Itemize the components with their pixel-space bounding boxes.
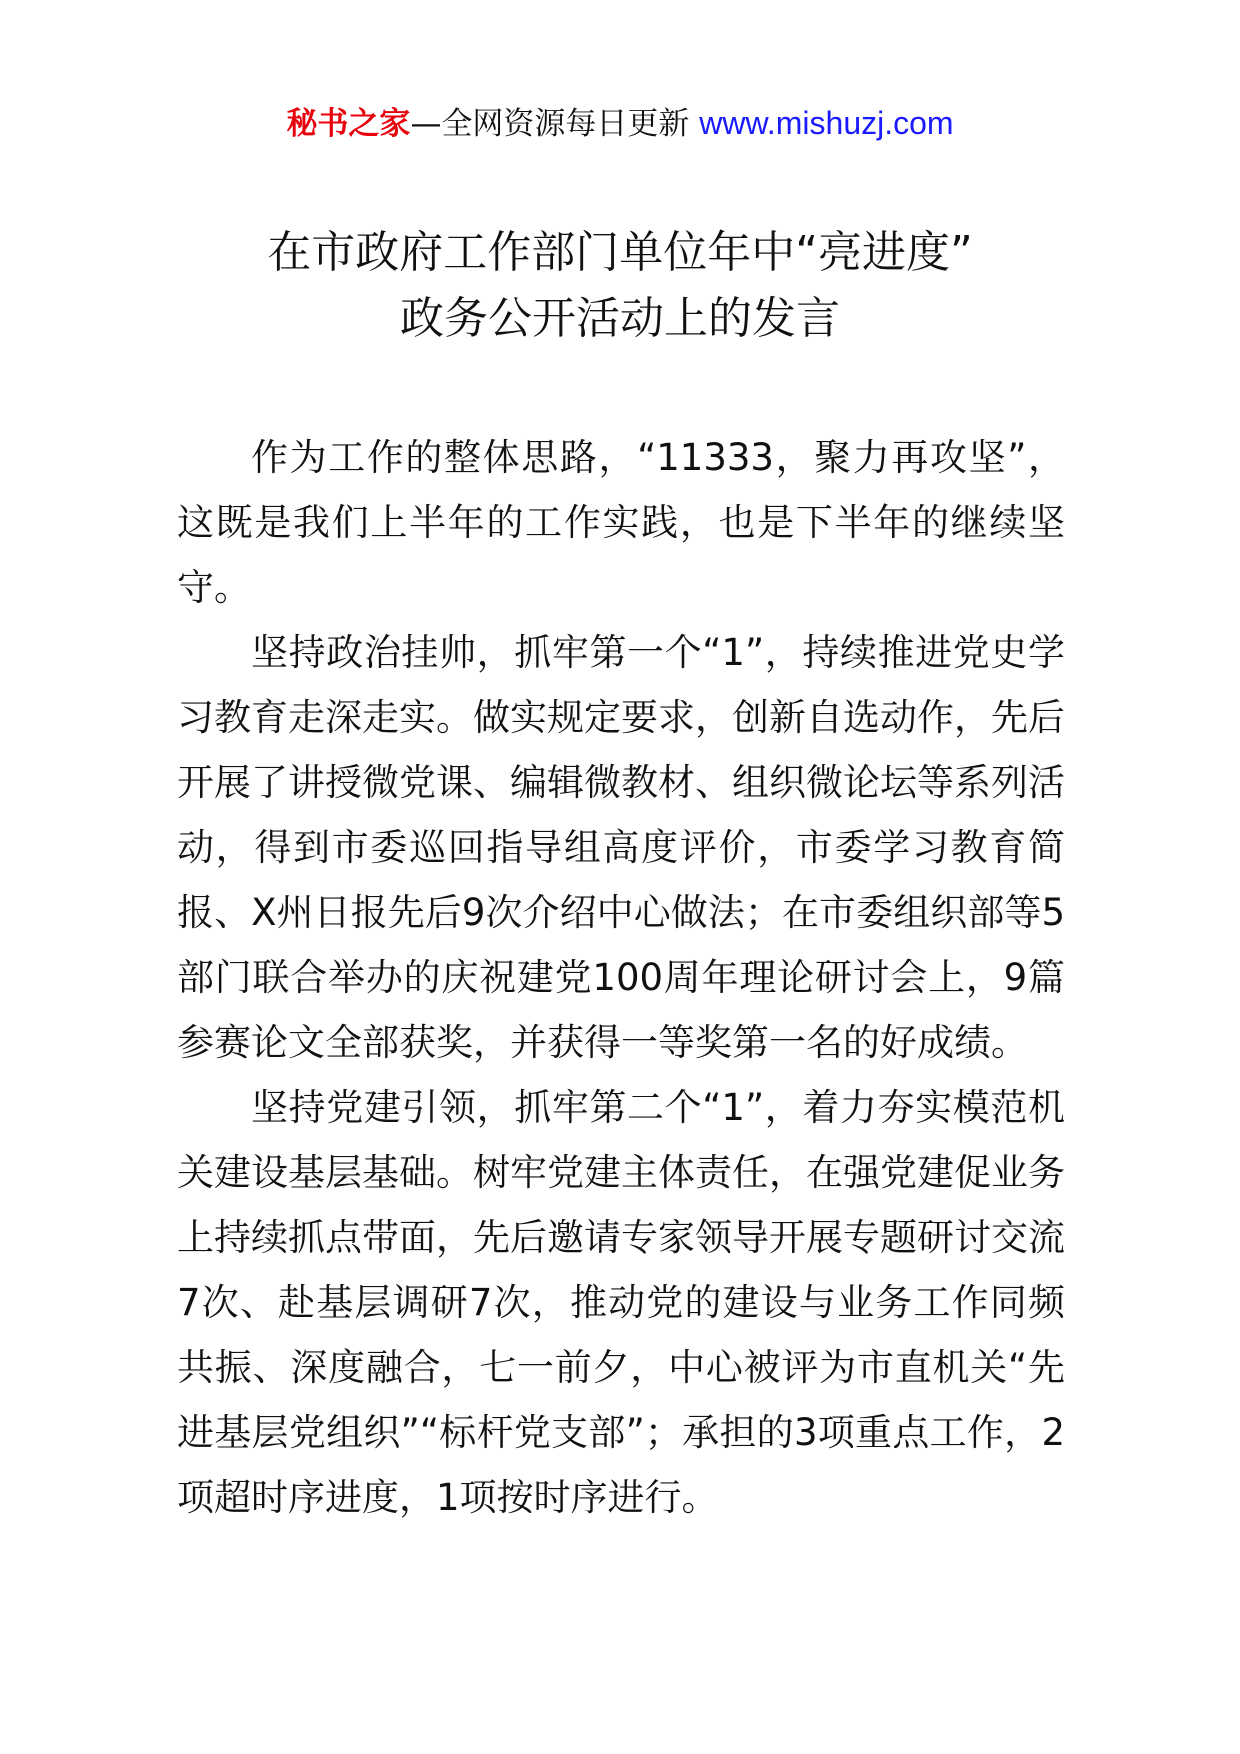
paragraph-intro: 作为工作的整体思路，“11333，聚力再攻坚”，这既是我们上半年的工作实践，也是下半年的继续坚守。: [177, 436, 1065, 609]
document-body: [177, 425, 1065, 1530]
title-line-2: 政务公开活动上的发言: [400, 293, 840, 344]
brand-name: 秘书之家: [286, 106, 411, 142]
title-line-1: 在市政府工作部门单位年中“亮进度”: [267, 227, 973, 278]
document-title: [0, 220, 1240, 352]
paragraph-party-building: 坚持党建引领，抓牢第二个“1”，着力夯实模范机关建设基层基础。树牢党建主体责任，在强党建促业务上持续抓点带面，先后邀请专家领导开展专题研讨交流7次、赴基层调研7次，推动党的建设与业务工作同频共振、深度融合，七一前夕，中心被评为市直机关“先进基层党组织”“标杆党支部”；承担的3项重点工作，2项超时序进度，1项按时序进行。: [177, 1086, 1065, 1519]
header-slogan: —全网资源每日更新: [410, 106, 690, 142]
page-header: [0, 100, 1240, 147]
paragraph-political-leadership: 坚持政治挂帅，抓牢第一个“1”，持续推进党史学习教育走深走实。做实规定要求，创新自选动作，先后开展了讲授微党课、编辑微教材、组织微论坛等系列活动，得到市委巡回指导组高度评价，市委学习教育简报、X州日报先后9次介绍中心做法；在市委组织部等5部门联合举办的庆祝建党100周年理论研讨会上，9篇参赛论文全部获奖，并获得一等奖第一名的好成绩。: [177, 631, 1065, 1064]
website-link[interactable]: www.mishuzj.com: [699, 105, 954, 141]
